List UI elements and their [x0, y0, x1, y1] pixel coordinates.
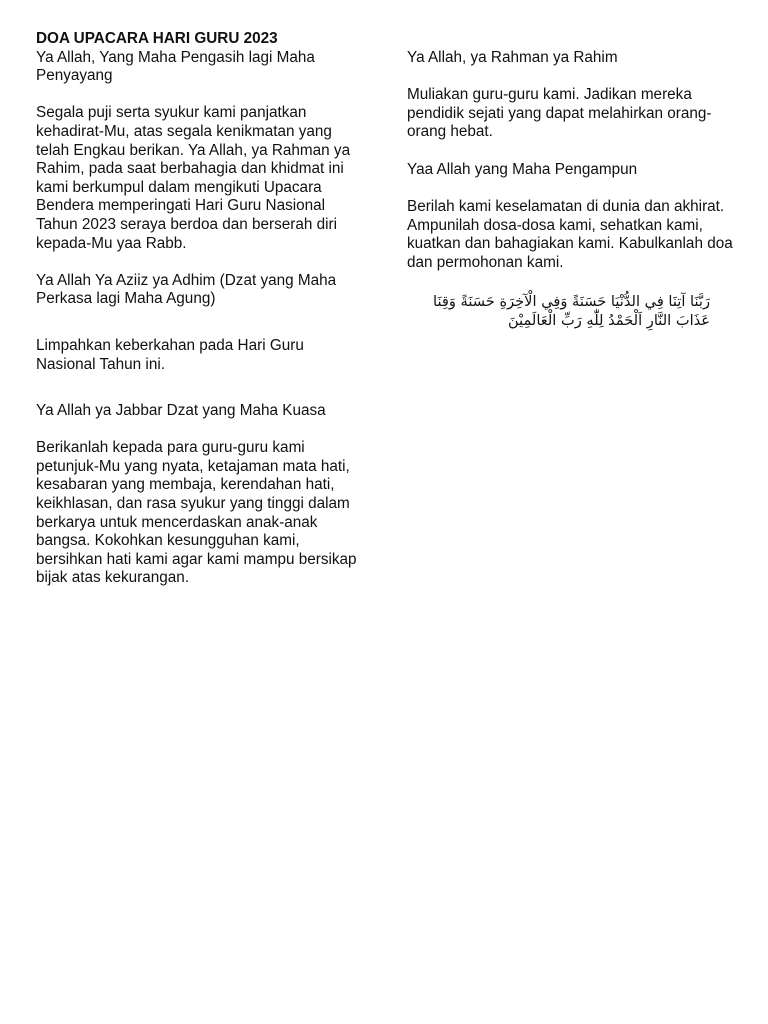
paragraph-invocation-pengasih: Ya Allah, Yang Maha Pengasih lagi Maha Penyayang — [36, 48, 315, 85]
paragraph-guidance: Berikanlah kepada para guru-guru kami petunjuk-Mu yang nyata, ketajaman mata hati, kesabaran yang membaja, kerendahan hati, keikhlasan, dan rasa syukur yang tinggi dalam berkarya untuk mencerdaskan anak-anak bangsa. Kokohkan kesungguhan kami, bersihkan hati kami agar kami mampu bersikap bijak atas kekurangan. — [36, 439, 357, 587]
paragraph-invocation-pengampun: Yaa Allah yang Maha Pengampun — [407, 160, 638, 178]
paragraph-honor-teachers: Muliakan guru-guru kami. Jadikan mereka pendidik sejati yang dapat melahirkan orang-orang hebat. — [407, 86, 712, 141]
paragraph-invocation-aziiz: Ya Allah Ya Aziiz ya Adhim (Dzat yang Maha Perkasa lagi Maha Agung) — [36, 271, 337, 308]
right-column — [407, 49, 737, 331]
left-column — [36, 30, 366, 588]
paragraph-blessing: Limpahkan keberkahan pada Hari Guru Nasional Tahun ini. — [36, 336, 304, 373]
paragraph-invocation-jabbar: Ya Allah ya Jabbar Dzat yang Maha Kuasa — [36, 402, 326, 420]
paragraph-safety: Berilah kami keselamatan di dunia dan akhirat. Ampunilah dosa-dosa kami, sehatkan kami, kuatkan dan bahagiakan kami. Kabulkanlah doa dan permohonan kami. — [407, 198, 733, 271]
document-title: DOA UPACARA HARI GURU 2023 — [36, 30, 278, 47]
paragraph-praise: Segala puji serta syukur kami panjatkan kehadirat-Mu, atas segala kenikmatan yang telah Engkau berikan. Ya Allah, ya Rahman ya Rahim, pada saat berbahagia dan khidmat ini kami berkumpul dalam mengikuti Upacara Bendera memperingati Hari Guru Nasional Tahun 2023 seraya berdoa dan berserah diri kepada-Mu yaa Rabb. — [36, 104, 351, 252]
paragraph-invocation-rahman: Ya Allah, ya Rahman ya Rahim — [407, 49, 618, 66]
arabic-prayer: رَبَّنَا آتِنَا فِي الدُّنْيَا حَسَنَةً وَفِي الْآخِرَةِ حَسَنَةً وَقِنَا عَذَابَ النَّارِ اَلْحَمْدُ لِلّٰهِ رَبِّ الْعَالَمِيْنَ — [433, 292, 710, 330]
